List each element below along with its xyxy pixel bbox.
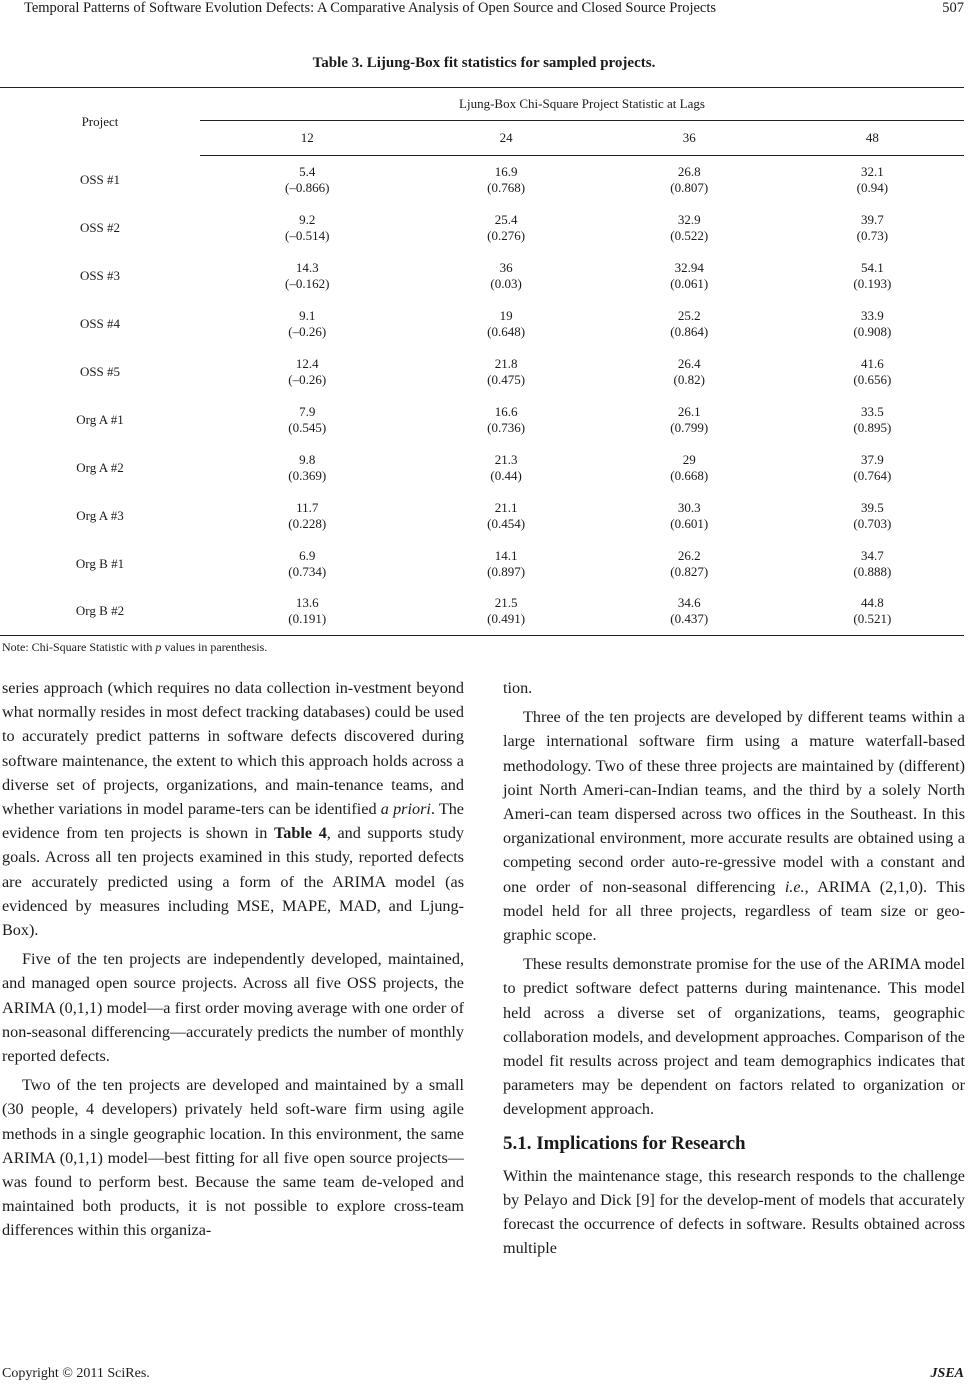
left-p1-text-a: series approach (which requires no data collection in-vestment beyond what normally resides in most defect tracking databases) could be used to accurately predict patterns in software defects discovered during software maintenance, the extent to which this approach holds across a diverse set of projects, organizations, and main-tenance teams, and whether variations in model parame-ters can be identified bbox=[2, 679, 464, 819]
chi-square-value: 6.9 bbox=[299, 547, 316, 563]
statistic-cell bbox=[598, 492, 781, 540]
journal-name: JSEA bbox=[930, 1366, 964, 1381]
table-note-suffix: values in parenthesis. bbox=[161, 640, 268, 654]
p-value: (0.228) bbox=[288, 515, 327, 531]
statistic-cell bbox=[781, 204, 964, 252]
page-number: 507 bbox=[942, 0, 964, 16]
copyright: Copyright © 2011 SciRes. bbox=[2, 1366, 150, 1381]
table-4-reference: Table 4 bbox=[273, 824, 327, 843]
statistic-cell bbox=[415, 396, 598, 444]
lag-header-48: 48 bbox=[781, 121, 964, 156]
left-paragraph-2: Five of the ten projects are independently developed, maintained, and managed open source projects. Across all five OSS projects, the ARIMA (0,1,1) model—a first order moving average with one order of non-seasonal differencing—accurately predicts the number of monthly reported defects. bbox=[2, 950, 464, 1066]
p-value: (0.521) bbox=[853, 611, 892, 627]
chi-square-value: 26.4 bbox=[677, 355, 701, 371]
right-p1-italic: i.e. bbox=[784, 877, 805, 896]
statistic-cell bbox=[598, 204, 781, 252]
p-value: (0.768) bbox=[487, 179, 526, 195]
statistic-cell bbox=[598, 252, 781, 300]
p-value: (0.807) bbox=[670, 179, 709, 195]
p-value: (0.764) bbox=[853, 467, 892, 483]
lag-header-36: 36 bbox=[598, 121, 781, 156]
statistic-cell bbox=[200, 396, 415, 444]
left-p1-text-b: . The evidence from ten projects is shown in bbox=[2, 800, 464, 843]
chi-square-value: 25.4 bbox=[494, 211, 518, 227]
project-name-cell: OSS #2 bbox=[79, 219, 121, 235]
p-value: (0.73) bbox=[856, 227, 889, 243]
statistic-cell bbox=[781, 540, 964, 588]
chi-square-value: 36 bbox=[499, 259, 513, 275]
table-body bbox=[0, 156, 964, 636]
statistic-cell bbox=[781, 588, 964, 636]
table-caption: Table 3. Lijung-Box fit statistics for sampled projects. bbox=[312, 55, 656, 71]
chi-square-value: 34.6 bbox=[677, 595, 701, 611]
chi-square-value: 33.9 bbox=[861, 307, 884, 323]
statistic-cell bbox=[200, 300, 415, 348]
p-value: (0.656) bbox=[853, 371, 892, 387]
p-value: (0.276) bbox=[487, 227, 526, 243]
chi-square-value: 41.6 bbox=[861, 355, 884, 371]
p-value: (0.522) bbox=[670, 227, 709, 243]
table-note bbox=[2, 640, 267, 655]
chi-square-value: 13.6 bbox=[295, 595, 319, 611]
statistic-cell bbox=[781, 492, 964, 540]
chi-square-value: 26.1 bbox=[677, 403, 701, 419]
statistic-cell bbox=[200, 492, 415, 540]
p-value: (–0.514) bbox=[285, 227, 330, 243]
left-column bbox=[2, 676, 464, 1243]
right-p1-text-a: Three of the ten projects are developed by different teams within a large international software firm using a mature waterfall-based methodology. Two of these three projects are maintained by (different) joint North Ameri-can-Indian teams, and the third by a solely North Ameri-can team dispersed across two offices in the Southeast. In this organizational environment, more accurate results are obtained using a competing second order auto-re-gressive model with a constant and one order of non-seasonal differencing bbox=[503, 708, 965, 896]
left-paragraph-3: Two of the ten projects are developed and maintained by a small (30 people, 4 developers) privately held soft-ware firm using agile methods in a single geographic location. In this environment, the same ARIMA (0,1,1) model—best fitting for all five open source projects—was found to perform best. Because the same team de-veloped and maintained both products, it is not possible to explore cross-team differences within this organiza- bbox=[2, 1076, 464, 1240]
p-value: (0.648) bbox=[487, 323, 526, 339]
project-name-cell: Org A #3 bbox=[76, 507, 124, 523]
p-value: (0.736) bbox=[487, 419, 526, 435]
right-paragraph-0: tion. bbox=[503, 679, 533, 697]
p-value: (0.895) bbox=[853, 419, 892, 435]
chi-square-value: 9.1 bbox=[299, 307, 316, 323]
table-row bbox=[0, 156, 964, 204]
chi-square-value: 32.94 bbox=[674, 259, 704, 275]
statistic-cell bbox=[415, 204, 598, 252]
chi-square-value: 26.2 bbox=[677, 547, 701, 563]
table-row bbox=[0, 444, 964, 492]
statistic-cell bbox=[200, 156, 415, 204]
project-name-cell: Org A #2 bbox=[76, 459, 124, 475]
table-row bbox=[0, 396, 964, 444]
p-value: (0.827) bbox=[670, 563, 709, 579]
statistic-cell bbox=[598, 300, 781, 348]
statistic-cell bbox=[781, 252, 964, 300]
statistic-cell bbox=[781, 396, 964, 444]
table-row bbox=[0, 300, 964, 348]
statistic-cell bbox=[415, 540, 598, 588]
chi-square-value: 14.1 bbox=[494, 547, 518, 563]
table-row bbox=[0, 252, 964, 300]
project-name-cell: Org B #1 bbox=[75, 555, 125, 571]
project-name-cell: OSS #5 bbox=[79, 363, 121, 379]
project-name-cell: Org A #1 bbox=[76, 411, 124, 427]
chi-square-value: 21.3 bbox=[494, 451, 518, 467]
statistic-cell bbox=[200, 444, 415, 492]
right-paragraph-3: Within the maintenance stage, this research responds to the challenge by Pelayo and Dick [9] for the develop-ment of models that accurately forecast the occurrence of defects in software. Results obtained across multiple bbox=[503, 1166, 965, 1258]
project-column-header: Project bbox=[0, 88, 200, 156]
table-note-prefix: Note: Chi-Square Statistic with bbox=[2, 640, 156, 654]
p-value: (0.799) bbox=[670, 419, 709, 435]
statistic-cell bbox=[598, 444, 781, 492]
right-p1-text-b: , ARIMA (2,1,0). This model held for all three projects, regardless of team size or geo-graphic scope. bbox=[503, 877, 965, 945]
right-paragraph-1 bbox=[503, 705, 965, 947]
section-heading: 5.1. Implications for Research bbox=[503, 1132, 746, 1154]
p-value: (0.437) bbox=[670, 611, 709, 627]
chi-square-value: 54.1 bbox=[861, 259, 884, 275]
table-row bbox=[0, 540, 964, 588]
p-value: (–0.866) bbox=[285, 179, 330, 195]
chi-square-value: 39.7 bbox=[861, 211, 884, 227]
chi-square-value: 12.4 bbox=[295, 355, 319, 371]
chi-square-value: 14.3 bbox=[295, 259, 319, 275]
p-value: (0.061) bbox=[670, 275, 709, 291]
table-row bbox=[0, 348, 964, 396]
p-value: (0.475) bbox=[487, 371, 526, 387]
running-head bbox=[0, 0, 968, 22]
p-value: (0.369) bbox=[288, 467, 327, 483]
p-value: (0.44) bbox=[490, 467, 522, 483]
statistic-cell bbox=[200, 348, 415, 396]
project-name-cell: OSS #3 bbox=[79, 267, 121, 283]
table-row bbox=[0, 492, 964, 540]
p-value: (–0.162) bbox=[285, 275, 330, 291]
statistic-cell bbox=[781, 156, 964, 204]
chi-square-value: 9.8 bbox=[299, 451, 316, 467]
statistic-cell bbox=[200, 540, 415, 588]
p-value: (0.191) bbox=[288, 611, 327, 627]
p-value: (0.668) bbox=[670, 467, 709, 483]
chi-square-value: 5.4 bbox=[299, 163, 316, 179]
chi-square-value: 19 bbox=[499, 307, 513, 323]
chi-square-value: 9.2 bbox=[299, 211, 316, 227]
p-value: (0.82) bbox=[673, 371, 705, 387]
project-name-cell: OSS #1 bbox=[79, 171, 121, 187]
p-value: (0.03) bbox=[490, 275, 522, 291]
p-value: (0.491) bbox=[487, 611, 526, 627]
statistic-cell bbox=[415, 492, 598, 540]
statistic-cell bbox=[200, 204, 415, 252]
statistic-cell bbox=[200, 588, 415, 636]
statistic-cell bbox=[415, 252, 598, 300]
lag-header-12: 12 bbox=[200, 121, 415, 156]
statistic-cell bbox=[598, 540, 781, 588]
right-column bbox=[503, 676, 965, 1261]
statistic-cell bbox=[200, 252, 415, 300]
table-row bbox=[0, 204, 964, 252]
chi-square-value: 7.9 bbox=[299, 403, 316, 419]
p-value: (0.193) bbox=[853, 275, 892, 291]
chi-square-value: 21.8 bbox=[494, 355, 518, 371]
chi-square-value: 30.3 bbox=[677, 499, 701, 515]
chi-square-value: 21.5 bbox=[494, 595, 518, 611]
p-value: (0.601) bbox=[670, 515, 709, 531]
left-p1-italic: a priori bbox=[380, 800, 431, 819]
statistic-cell bbox=[598, 588, 781, 636]
chi-square-value: 32.1 bbox=[861, 163, 884, 179]
chi-square-value: 11.7 bbox=[296, 499, 319, 515]
statistic-cell bbox=[415, 348, 598, 396]
p-value: (–0.26) bbox=[288, 323, 327, 339]
chi-square-value: 29 bbox=[682, 451, 696, 467]
ljung-box-table bbox=[0, 87, 964, 636]
statistic-cell bbox=[781, 300, 964, 348]
left-p1-text-c: , and supports study goals. Across all ten projects examined in this study, reported defects are accurately predicted using a form of the ARIMA model (as evidenced by measures including MSE, MAPE, MAD, and Ljung-Box). bbox=[2, 824, 465, 940]
p-value: (0.545) bbox=[288, 419, 327, 435]
statistic-cell bbox=[415, 156, 598, 204]
p-value: (0.864) bbox=[670, 323, 709, 339]
p-value: (0.897) bbox=[487, 563, 526, 579]
p-value: (0.734) bbox=[288, 563, 327, 579]
chi-square-value: 37.9 bbox=[861, 451, 884, 467]
statistic-cell bbox=[598, 348, 781, 396]
statistic-cell bbox=[598, 156, 781, 204]
chi-square-value: 25.2 bbox=[677, 307, 701, 323]
lag-header-24: 24 bbox=[415, 121, 598, 156]
table-note-p: p bbox=[155, 640, 162, 654]
p-value: (0.703) bbox=[853, 515, 892, 531]
chi-square-value: 33.5 bbox=[861, 403, 884, 419]
chi-square-value: 16.9 bbox=[494, 163, 518, 179]
p-value: (0.454) bbox=[487, 515, 526, 531]
chi-square-value: 44.8 bbox=[861, 595, 884, 611]
statistic-cell bbox=[415, 588, 598, 636]
statistic-cell bbox=[415, 300, 598, 348]
chi-square-value: 21.1 bbox=[494, 499, 518, 515]
chi-square-value: 39.5 bbox=[861, 499, 884, 515]
p-value: (0.908) bbox=[853, 323, 892, 339]
chi-square-value: 32.9 bbox=[677, 211, 701, 227]
chi-square-value: 26.8 bbox=[677, 163, 701, 179]
statistic-cell bbox=[781, 348, 964, 396]
left-paragraph-1 bbox=[2, 676, 464, 942]
chi-square-value: 16.6 bbox=[494, 403, 518, 419]
p-value: (0.94) bbox=[856, 179, 889, 195]
p-value: (–0.26) bbox=[288, 371, 327, 387]
chi-square-value: 34.7 bbox=[861, 547, 884, 563]
running-head-title: Temporal Patterns of Software Evolution Defects: A Comparative Analysis of Open Source and Closed Source Projects bbox=[24, 0, 717, 16]
project-name-cell: Org B #2 bbox=[0, 588, 200, 636]
project-name-cell: OSS #4 bbox=[79, 315, 121, 331]
statistic-cell bbox=[781, 444, 964, 492]
p-value: (0.888) bbox=[853, 563, 892, 579]
right-paragraph-2: These results demonstrate promise for the use of the ARIMA model to predict software defect patterns during maintenance. This model held across a diverse set of organizations, teams, geographic collaboration models, and development approaches. Comparison of the model fit results across project and team demographics indicates that parameters may be dependent on factors related to organization or development approach. bbox=[503, 955, 965, 1119]
lags-group-header: Ljung-Box Chi-Square Project Statistic at Lags bbox=[200, 88, 964, 121]
table-row bbox=[0, 588, 964, 636]
statistic-cell bbox=[415, 444, 598, 492]
statistic-cell bbox=[598, 396, 781, 444]
